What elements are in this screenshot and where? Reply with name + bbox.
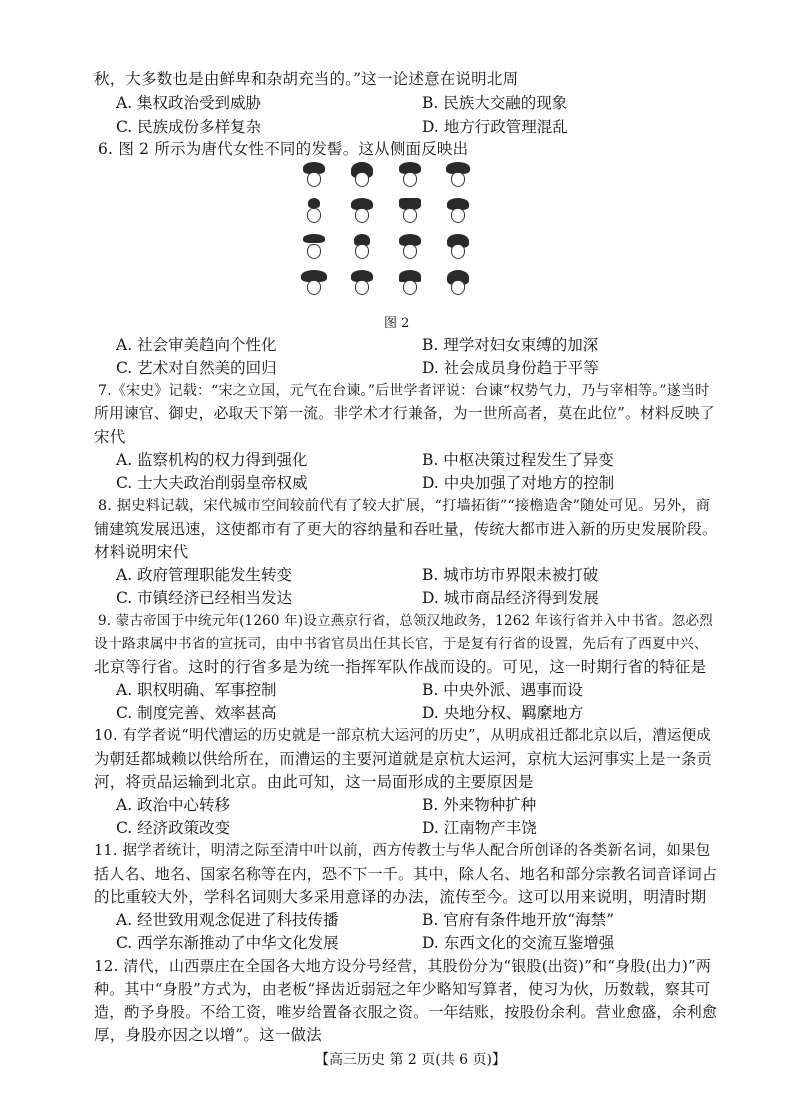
q7-stem-line3: 宋代 bbox=[94, 428, 126, 446]
q5-option-d: D. 地方行政管理混乱 bbox=[422, 118, 568, 136]
hairstyle-icon bbox=[396, 234, 424, 260]
q7-option-d: D. 中央加强了对地方的控制 bbox=[422, 474, 615, 492]
hairstyle-icon bbox=[444, 162, 472, 188]
hairstyle-icon bbox=[300, 162, 328, 188]
q9-option-b: B. 中央外派、遇事而设 bbox=[422, 681, 583, 699]
q10-option-b: B. 外来物种扩种 bbox=[422, 796, 537, 814]
q7-option-a: A. 监察机构的权力得到强化 bbox=[116, 451, 308, 469]
q12-stem-line1: 12. 清代，山西票庄在全国各大地方设分号经营，其股份分为“银股(出资)”和“身股(出力)”两 bbox=[94, 957, 712, 975]
q7-stem-line2: 所用谏官、御史，必取天下第一流。非学术才行兼备，为一世所高者，莫在此位”。材料反映了 bbox=[94, 405, 715, 422]
hairstyle-icon bbox=[348, 270, 376, 296]
q9-stem-line3: 北京等行省。这时的行省多是为统一指挥军队作战而设的。可见，这一时期行省的特征是 bbox=[94, 658, 707, 676]
hairstyle-icon bbox=[396, 162, 424, 188]
q12-stem-line2: 种。其中“身股”方式为，由老板“择齿近弱冠之年少略知写算者，使习为伙，历数载，察其可 bbox=[94, 980, 711, 998]
q10-stem-line2: 为朝廷都城赖以供给所在，而漕运的主要河道就是京杭大运河，京杭大运河事实上是一条贡 bbox=[94, 750, 712, 768]
hairstyle-icon bbox=[348, 234, 376, 260]
q12-stem-line4: 厚，身股亦因之以增”。这一做法 bbox=[94, 1026, 322, 1044]
q8-option-c: C. 市镇经济已经相当发达 bbox=[116, 589, 293, 607]
q11-option-d: D. 东西文化的交流互鉴增强 bbox=[422, 934, 615, 952]
q6-option-b: B. 理学对妇女束缚的加深 bbox=[422, 336, 599, 354]
q12-stem-line3: 造，酌予身股。不给工资，唯岁给置备衣服之资。一年结账，按股份余利。营业愈盛，余利愈 bbox=[94, 1003, 718, 1021]
hairstyle-icon bbox=[300, 198, 328, 224]
q11-stem-line1: 11. 据学者统计，明清之际至清中叶以前，西方传教士与华人配合所创译的各类新名词，如果包 bbox=[94, 843, 711, 859]
q10-option-d: D. 江南物产丰饶 bbox=[422, 819, 537, 837]
q8-stem-line3: 材料说明宋代 bbox=[94, 543, 189, 561]
q9-stem-line2: 设十路隶属中书省的宣抚司，由中书省官员出任其长官，于是复有行省的设置，先后有了西夏中兴、 bbox=[94, 636, 708, 652]
hairstyle-icon bbox=[300, 234, 328, 260]
q9-option-d: D. 央地分权、羁縻地方 bbox=[422, 704, 584, 722]
q7-option-b: B. 中枢决策过程发生了异变 bbox=[422, 451, 614, 469]
q8-option-a: A. 政府管理职能发生转变 bbox=[116, 566, 293, 584]
hairstyle-icon bbox=[444, 234, 472, 260]
q8-stem-line1: 8. 据史料记载，宋代城市空间较前代有了较大扩展，“打墙拓街”“接檐造舍”随处可见。另外，商 bbox=[98, 498, 711, 514]
q11-stem-line2: 括人名、地名、国家名称等在内，恐不下一千。其中，除人名、地名和部分宗教名词音译词占 bbox=[94, 865, 718, 883]
q5-stem-tail: 秋，大多数也是由鲜卑和杂胡充当的。”这一论述意在说明北周 bbox=[94, 70, 519, 88]
q5-option-a: A. 集权政治受到威胁 bbox=[116, 94, 262, 112]
q11-stem-line3: 的比重较大外，学科名词则大多采用意译的办法，流传至今。这可以用来说明，明清时期 bbox=[94, 888, 707, 906]
q5-option-c: C. 民族成份多样复杂 bbox=[116, 118, 262, 136]
q6-option-c: C. 艺术对自然美的回归 bbox=[116, 359, 277, 377]
q7-stem-line1: 7.《宋史》记载：“宋之立国，元气在台谏。”后世学者评说：台谏“权势气力，乃与宰相等。”遂当时 bbox=[98, 383, 710, 399]
q9-option-a: A. 职权明确、军事控制 bbox=[116, 681, 277, 699]
hairstyle-icon bbox=[396, 270, 424, 296]
q9-option-c: C. 制度完善、效率甚高 bbox=[116, 704, 277, 722]
hairstyle-icon bbox=[348, 198, 376, 224]
q8-option-b: B. 城市坊市界限未被打破 bbox=[422, 566, 599, 584]
hairstyle-icon bbox=[444, 198, 472, 224]
q5-option-b: B. 民族大交融的现象 bbox=[422, 94, 568, 112]
hairstyle-figure bbox=[298, 160, 484, 298]
q6-option-a: A. 社会审美趋向个性化 bbox=[116, 336, 277, 354]
hairstyle-icon bbox=[348, 162, 376, 188]
page-footer: 【高三历史 第 2 页(共 6 页)】 bbox=[315, 1052, 506, 1068]
q7-option-c: C. 士大夫政治削弱皇帝权威 bbox=[116, 474, 308, 492]
q8-stem-line2: 铺建筑发展迅速，这使都市有了更大的容纳量和吞吐量，传统大都市进入新的历史发展阶段。 bbox=[94, 520, 718, 538]
q11-option-a: A. 经世致用观念促进了科技传播 bbox=[116, 911, 339, 929]
q10-stem-line3: 河，将贡品运输到北京。由此可知，这一局面形成的主要原因是 bbox=[94, 773, 534, 791]
hairstyle-icon bbox=[396, 198, 424, 224]
q10-stem-line1: 10. 有学者说“明代漕运的历史就是一部京杭大运河的历史”，从明成祖迁都北京以后，漕运便成 bbox=[94, 728, 711, 744]
q10-option-a: A. 政治中心转移 bbox=[116, 796, 231, 814]
q11-option-c: C. 西学东渐推动了中华文化发展 bbox=[116, 934, 339, 952]
hairstyle-icon bbox=[444, 270, 472, 296]
figure-caption: 图 2 bbox=[384, 316, 410, 331]
q11-option-b: B. 官府有条件地开放“海禁” bbox=[422, 911, 615, 929]
q9-stem-line1: 9. 蒙古帝国于中统元年(1260 年)设立燕京行省，总领汉地政务，1262 年该行省并入中书省。忽必烈 bbox=[98, 613, 713, 629]
q8-option-d: D. 城市商品经济得到发展 bbox=[422, 589, 599, 607]
q10-option-c: C. 经济政策改变 bbox=[116, 819, 231, 837]
q6-option-d: D. 社会成员身份趋于平等 bbox=[422, 359, 599, 377]
q6-stem: 6. 图 2 所示为唐代女性不同的发髻。这从侧面反映出 bbox=[98, 140, 469, 158]
hairstyle-icon bbox=[300, 270, 328, 296]
